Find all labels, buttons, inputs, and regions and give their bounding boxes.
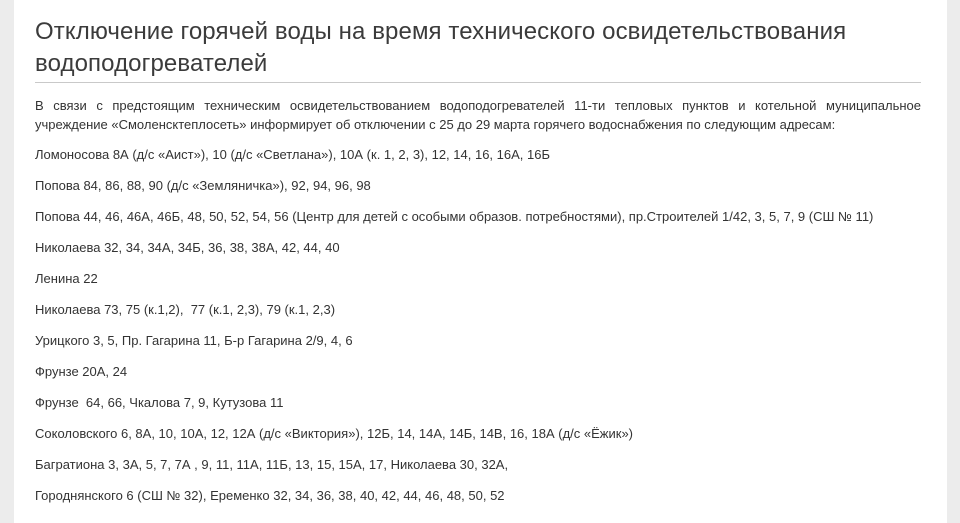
address-line: Урицкого 3, 5, Пр. Гагарина 11, Б-р Гагарина 2/9, 4, 6 bbox=[35, 333, 353, 348]
address-line: Фрунзе 64, 66, Чкалова 7, 9, Кутузова 11 bbox=[35, 395, 284, 410]
address-line: Соколовского 6, 8А, 10, 10А, 12, 12А (д/с «Виктория»), 12Б, 14, 14А, 14Б, 14В, 16, 18А (д/с «Ёжик») bbox=[35, 426, 634, 441]
address-line: Багратиона 3, 3А, 5, 7, 7А , 9, 11, 11А, 11Б, 13, 15, 15А, 17, Николаева 30, 32А, bbox=[35, 457, 509, 472]
article-intro: В связи с предстоящим техническим освидетельствованием водоподогревателей 11-ти тепловых пунктов и котельной муниципальное учреждение «Смоленсктеплосеть» информирует об отключении с 25 до 29 марта горячего водоснабжения по следующим адресам: bbox=[35, 98, 921, 132]
address-line: Николаева 32, 34, 34А, 34Б, 36, 38, 38А, 42, 44, 40 bbox=[35, 240, 340, 255]
article bbox=[35, 0, 921, 505]
address-line: Ленина 22 bbox=[35, 271, 98, 286]
page-background bbox=[14, 0, 947, 523]
address-line: Фрунзе 20А, 24 bbox=[35, 364, 128, 379]
address-line: Попова 44, 46, 46А, 46Б, 48, 50, 52, 54, 56 (Центр для детей с особыми образов. потребностями), пр.Строителей 1/42, 3, 5, 7, 9 (СШ № 11) bbox=[35, 209, 874, 224]
address-line: Городнянского 6 (СШ № 32), Еременко 32, 34, 36, 38, 40, 42, 44, 46, 48, 50, 52 bbox=[35, 488, 505, 503]
address-line: Николаева 73, 75 (к.1,2), 77 (к.1, 2,3), 79 (к.1, 2,3) bbox=[35, 302, 336, 317]
address-line: Попова 84, 86, 88, 90 (д/с «Земляничка»), 92, 94, 96, 98 bbox=[35, 178, 371, 193]
title-divider bbox=[35, 82, 921, 83]
article-title: Отключение горячей воды на время технического освидетельствования водоподогревателей bbox=[35, 18, 847, 77]
address-line: Ломоносова 8А (д/с «Аист»), 10 (д/с «Светлана»), 10А (к. 1, 2, 3), 12, 14, 16, 16А, 16Б bbox=[35, 147, 550, 162]
